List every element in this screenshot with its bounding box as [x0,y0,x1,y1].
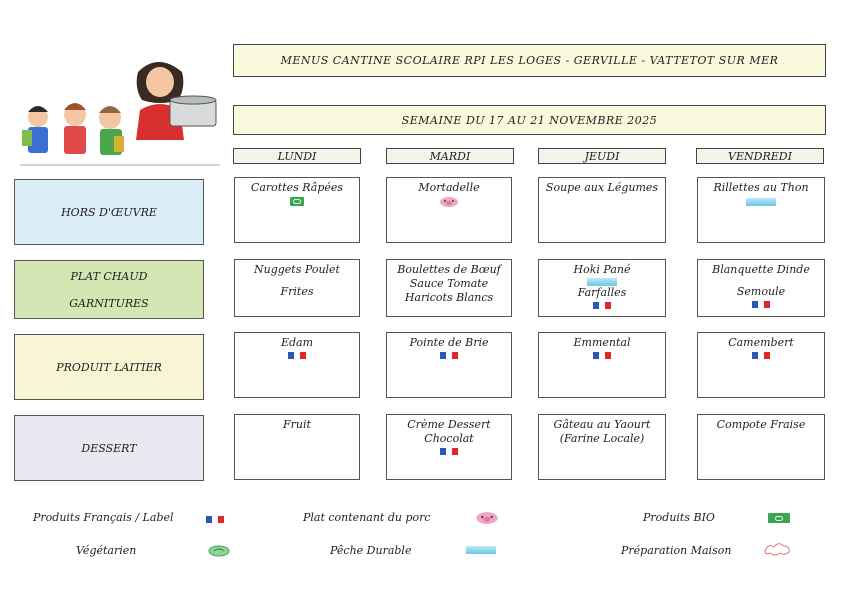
dish-name: Emmental [573,336,631,349]
bio-icon [768,513,790,523]
category-dessert [14,415,204,481]
menu-cell-plat-chaud-vendredi [697,259,825,317]
category-label: PLAT CHAUD [70,269,148,283]
menu-cell-plat-chaud-lundi [234,259,360,317]
menu-cell-hors-oeuvre-lundi [234,177,360,243]
legend-bio-label: Produits BIO [643,511,715,524]
french-flag-icon [593,352,611,359]
dish-name: Soupe aux Légumes [545,181,659,194]
category-label: PRODUIT LAITIER [56,360,162,374]
cantine-illustration [20,52,225,174]
french-flag-icon [752,352,770,359]
dish-name: Mortadelle [418,181,480,194]
sustainable-fishing-icon [746,198,776,206]
menu-cell-produit-laitier-lundi [234,332,360,398]
menu-cell-hors-oeuvre-vendredi [697,177,825,243]
day-header-vendredi: VENDREDI [696,148,824,164]
dish-name: Edam [280,336,314,349]
menu-cell-produit-laitier-vendredi [697,332,825,398]
category-label-secondary: GARNITURES [69,296,149,310]
menu-cell-plat-chaud-jeudi [538,259,666,317]
menu-cell-dessert-vendredi [697,414,825,480]
menu-cell-dessert-jeudi [538,414,666,480]
dish-name: Boulettes de Bœuf [397,263,501,276]
dish-name: Blanquette Dinde [712,263,810,276]
category-produit-laitier [14,334,204,400]
day-header-mardi: MARDI [386,148,514,164]
french-flag-icon [288,352,306,359]
vegetarian-icon [208,545,230,557]
category-label: DESSERT [81,441,137,455]
category-label: HORS D'ŒUVRE [61,205,157,219]
dish-name: Carottes Râpées [250,181,344,194]
day-header-jeudi: JEUDI [538,148,666,164]
legend-french-label: Produits Français / Label [33,511,174,524]
french-flag-icon [206,516,224,523]
menu-title: MENUS CANTINE SCOLAIRE RPI LES LOGES - GERVILLE - VATTETOT SUR MER [233,44,826,77]
dish-name: Gâteau au Yaourt [553,418,651,431]
pork-icon [474,511,500,524]
menu-cell-dessert-lundi [234,414,360,480]
homemade-icon [762,541,792,557]
dish-name: Camembert [728,336,794,349]
french-flag-icon [440,448,458,455]
legend-vegetarian-label: Végétarien [76,544,137,557]
category-plat-chaud [14,260,204,319]
dish-name: Compote Fraise [716,418,806,431]
french-flag-icon [593,302,611,309]
week-title: SEMAINE DU 17 AU 21 NOVEMBRE 2025 [233,105,826,135]
menu-cell-produit-laitier-jeudi [538,332,666,398]
legend-pork-label: Plat contenant du porc [303,511,431,524]
french-flag-icon [440,352,458,359]
dish-name: Nuggets Poulet [254,263,340,276]
day-header-lundi: LUNDI [233,148,361,164]
legend-fishing-label: Pêche Durable [330,544,412,557]
side-name: Haricots Blancs [404,291,494,304]
side-name: Farfalles [577,286,627,299]
dish-name: Hoki Pané [573,263,631,276]
bio-icon [290,197,304,206]
sustainable-fishing-icon [587,278,617,286]
menu-cell-dessert-mardi [386,414,512,480]
dish-name: Rillettes au Thon [713,181,809,194]
pork-icon [438,196,460,207]
menu-cell-plat-chaud-mardi [386,259,512,317]
dish-name: Crème Dessert [407,418,491,431]
dish-name: Pointe de Brie [409,336,489,349]
dish-sauce: Sauce Tomate [409,277,489,290]
menu-cell-hors-oeuvre-jeudi [538,177,666,243]
side-name: Semoule [736,285,786,298]
menu-cell-hors-oeuvre-mardi [386,177,512,243]
dish-detail: (Farine Locale) [559,432,645,445]
dish-name: Fruit [283,418,311,431]
sustainable-fishing-icon [466,546,496,554]
french-flag-icon [752,301,770,308]
menu-cell-produit-laitier-mardi [386,332,512,398]
dish-detail: Chocolat [424,432,474,445]
category-hors-oeuvre [14,179,204,245]
legend-homemade-label: Préparation Maison [621,544,732,557]
side-name: Frites [280,285,314,298]
